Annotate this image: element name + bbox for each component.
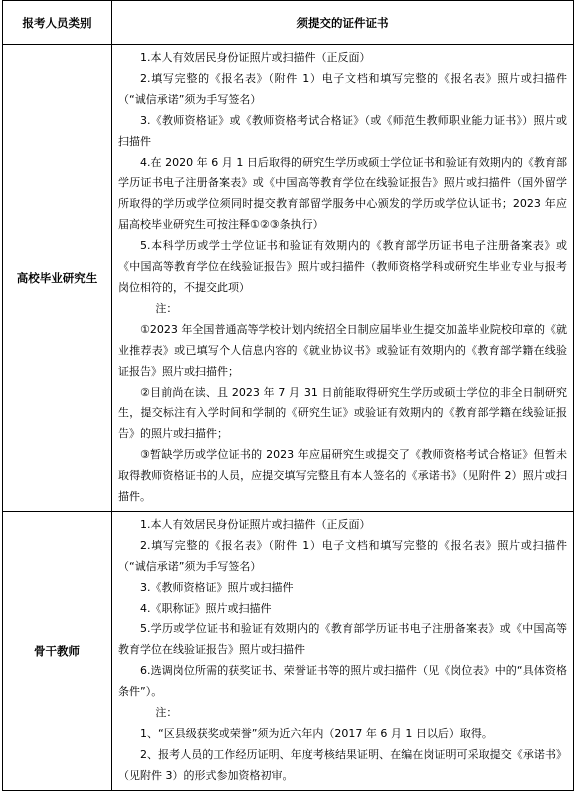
note-label: 注： bbox=[155, 706, 178, 720]
requirements-table bbox=[2, 0, 574, 791]
list-item: ②目前尚在读、且 2023 年 7 月 31 日前能取得研究生学历或硕士学位的非全日制研究生，提交标注有入学时间和学制的《研究生证》或验证有效期内的《教育部学籍在线验证报告》的照片或扫描件； bbox=[118, 385, 567, 441]
list-item: 5.本科学历或学士学位证书和验证有效期内的《教育部学历证书电子注册备案表》或《中国高等教育学位在线验证报告》照片或扫描件（教师资格学科或研究生毕业专业与报考岗位相符的，不提交此项） bbox=[118, 239, 567, 294]
list-item: 6.选调岗位所需的获奖证书、荣誉证书等的照片或扫描件（见《岗位表》中的“具体资格条件”）。 bbox=[118, 664, 567, 699]
list-item: 2.填写完整的《报名表》（附件 1）电子文档和填写完整的《报名表》照片或扫描件（“诚信承诺”须为手写签名） bbox=[118, 538, 567, 573]
table-row bbox=[3, 511, 574, 790]
documents-backbone-teacher bbox=[112, 511, 574, 790]
category-graduate: 高校毕业研究生 bbox=[3, 45, 112, 512]
list-item: ①2023 年全国普通高等学校计划内统招全日制应届毕业生提交加盖毕业院校印章的《就业推荐表》或已填写个人信息内容的《就业协议书》或验证有效期内的《教育部学籍在线验证报告》照片或扫描件； bbox=[118, 322, 567, 378]
note-label: 注： bbox=[155, 301, 178, 315]
list-item: 4.在 2020 年 6 月 1 日后取得的研究生学历或硕士学位证书和验证有效期内的《教育部学历证书电子注册备案表》或《中国高等教育学位在线验证报告》照片或扫描件（国外留学所取得的学历或学位须同时提交教育部留学服务中心颁发的学历或学位认证书；2023 年应届高校毕业研究生可按注释①②③条执行） bbox=[118, 155, 567, 232]
list-item: 3.《教师资格证》或《教师资格考试合格证》（或《师范生教师职业能力证书》）照片或扫描件 bbox=[118, 113, 567, 148]
list-item: 2、报考人员的工作经历证明、年度考核结果证明、在编在岗证明可采取提交《承诺书》（见附件 3）的形式参加资格初审。 bbox=[118, 747, 567, 782]
list-item: 2.填写完整的《报名表》（附件 1）电子文档和填写完整的《报名表》照片或扫描件（“诚信承诺”须为手写签名） bbox=[118, 71, 567, 106]
list-item: 1.本人有效居民身份证照片或扫描件（正反面） bbox=[140, 51, 371, 64]
list-item: 1、“区县级获奖或荣誉”须为近六年内（2017 年 6 月 1 日以后）取得。 bbox=[140, 727, 493, 740]
header-documents: 须提交的证件证书 bbox=[112, 1, 574, 45]
list-item: 4.《职称证》照片或扫描件 bbox=[140, 601, 272, 615]
category-backbone-teacher: 骨干教师 bbox=[3, 511, 112, 790]
list-item: ③暂缺学历或学位证书的 2023 年应届研究生或提交了《教师资格考试合格证》但暂未取得教师资格证书的人员，应提交填写完整且有本人签名的《承诺书》（见附件 2）照片或扫描件。 bbox=[118, 448, 567, 504]
table-row bbox=[3, 45, 574, 512]
list-item: 5.学历或学位证书和验证有效期内的《教育部学历证书电子注册备案表》或《中国高等教育学位在线验证报告》照片或扫描件 bbox=[118, 622, 567, 657]
list-item: 3.《教师资格证》照片或扫描件 bbox=[140, 580, 294, 594]
table-header-row bbox=[3, 1, 574, 45]
list-item: 1.本人有效居民身份证照片或扫描件（正反面） bbox=[140, 517, 371, 531]
documents-graduate bbox=[112, 45, 574, 512]
header-category: 报考人员类别 bbox=[3, 1, 112, 45]
